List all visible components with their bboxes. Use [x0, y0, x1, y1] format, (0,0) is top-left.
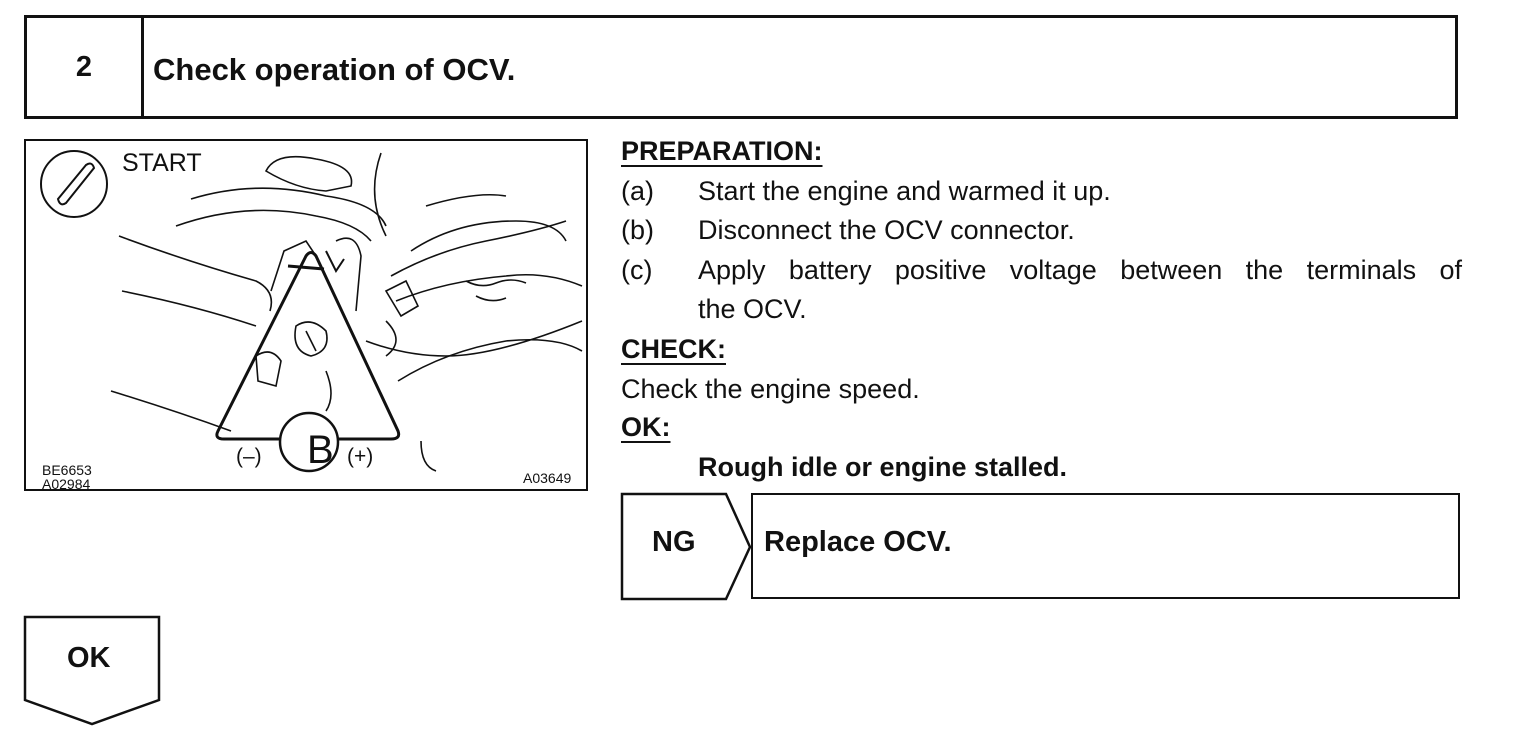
ok-heading: OK:: [621, 412, 671, 442]
ok-branch-label: OK: [67, 642, 111, 674]
check-text: Check the engine speed.: [621, 374, 920, 404]
figure-code-1: BE6653: [42, 462, 92, 478]
prep-item-text: Disconnect the OCV connector.: [698, 215, 1075, 245]
ignition-key-icon: [41, 151, 107, 217]
connector-outline: [217, 253, 399, 440]
terminal-b-label: B: [307, 428, 334, 472]
ocv-illustration: [24, 139, 588, 491]
figure-code-3: A03649: [523, 470, 572, 486]
preparation-heading: PREPARATION:: [621, 136, 823, 166]
engine-drawing: [26, 141, 586, 492]
negative-terminal-label: (–): [236, 445, 262, 468]
ng-label: NG: [652, 526, 696, 558]
positive-terminal-label: (+): [347, 445, 374, 468]
ignition-start-label: START: [122, 149, 202, 177]
step-title: Check operation of OCV.: [153, 52, 516, 87]
prep-item-text: Start the engine and warmed it up.: [698, 176, 1111, 206]
figure-code-2: A02984: [42, 476, 91, 492]
prep-item-letter: (a): [621, 176, 654, 206]
engine-lines: [111, 153, 582, 471]
prep-item-text-continued: the OCV.: [698, 294, 807, 324]
step-header: [24, 15, 1458, 119]
ok-result: Rough idle or engine stalled.: [698, 452, 1068, 482]
prep-item-letter: (c): [621, 255, 653, 285]
step-number-cell: [27, 18, 144, 116]
prep-item-letter: (b): [621, 215, 654, 245]
ng-action-text: Replace OCV.: [764, 526, 952, 558]
step-number: 2: [75, 51, 93, 83]
prep-item-text: Apply battery positive voltage between the terminals of: [698, 255, 1462, 285]
check-heading: CHECK:: [621, 334, 726, 364]
